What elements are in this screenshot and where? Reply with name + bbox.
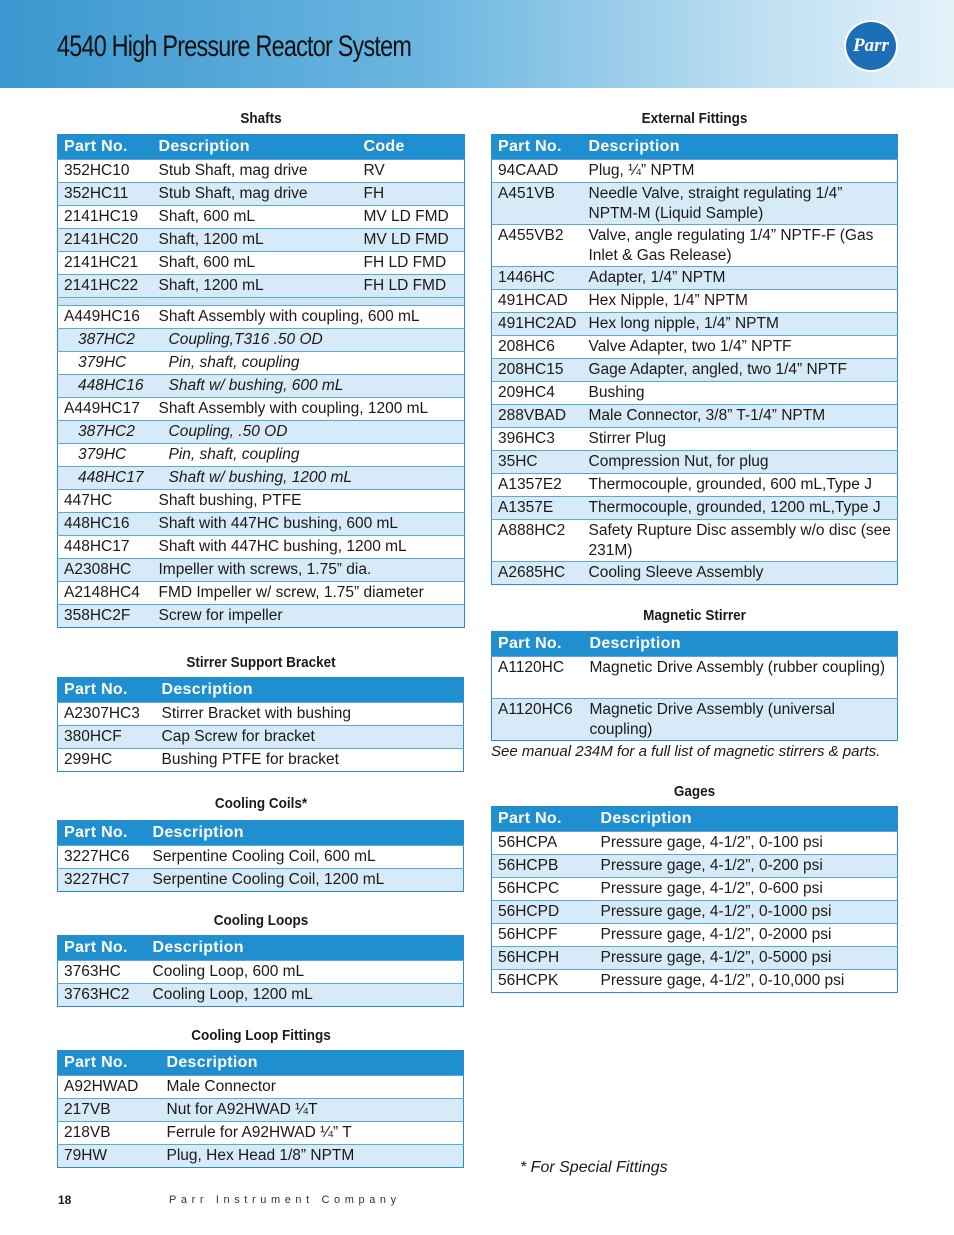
col-part-no: Part No.	[492, 807, 595, 832]
table-row	[58, 605, 465, 628]
description-cell: Gage Adapter, angled, two 1/4” NPTF	[583, 359, 898, 382]
description-cell: Magnetic Drive Assembly (universal coupling)	[584, 699, 898, 741]
part-number-cell: 3763HC2	[58, 984, 147, 1007]
table-row	[58, 1099, 464, 1122]
cooling-loops-title: Cooling Loops	[213, 912, 309, 929]
description-cell: Shaft, 600 mL	[153, 252, 358, 275]
description-cell: Bushing	[583, 382, 898, 405]
part-number-cell: 448HC17	[58, 467, 153, 490]
table-row	[58, 582, 465, 605]
table-row	[492, 497, 898, 520]
company-name: Parr Instrument Company	[169, 1194, 401, 1206]
description-cell: Shaft Assembly with coupling, 600 mL	[153, 306, 465, 329]
code-cell: RV	[358, 160, 465, 183]
part-number-cell: A451VB	[492, 183, 583, 225]
part-number-cell: 79HW	[58, 1145, 161, 1168]
external-fittings-title: External Fittings	[641, 110, 748, 127]
part-number-cell: A92HWAD	[58, 1076, 161, 1099]
table-row	[492, 451, 898, 474]
external-fittings-table	[491, 134, 898, 585]
table-row	[58, 306, 465, 329]
code-cell: FH LD FMD	[358, 275, 465, 298]
part-number-cell: 35HC	[492, 451, 583, 474]
part-number-cell: A1120HC6	[492, 699, 584, 741]
table-row	[58, 703, 464, 726]
description-cell: Screw for impeller	[153, 605, 465, 628]
part-number-cell: A888HC2	[492, 520, 583, 562]
table-row	[492, 160, 898, 183]
page-title: 4540 High Pressure Reactor System	[57, 30, 412, 63]
description-cell: Shaft w/ bushing, 600 mL	[153, 375, 465, 398]
description-cell: Compression Nut, for plug	[583, 451, 898, 474]
table-row	[58, 444, 465, 467]
part-number-cell: 56HCPK	[492, 970, 595, 993]
part-number-cell: 2141HC19	[58, 206, 153, 229]
description-cell: Thermocouple, grounded, 600 mL,Type J	[583, 474, 898, 497]
table-row	[492, 359, 898, 382]
description-cell: Plug, ¼” NPTM	[583, 160, 898, 183]
description-cell: Pressure gage, 4-1/2”, 0-600 psi	[595, 878, 898, 901]
table-row	[58, 536, 465, 559]
part-number-cell: 448HC17	[58, 536, 153, 559]
part-number-cell: 2141HC20	[58, 229, 153, 252]
table-row	[58, 749, 464, 772]
part-number-cell: 491HCAD	[492, 290, 583, 313]
table-row	[58, 1122, 464, 1145]
part-number-cell: 447HC	[58, 490, 153, 513]
description-cell: Shaft bushing, PTFE	[153, 490, 465, 513]
description-cell: Cap Screw for bracket	[156, 726, 464, 749]
description-cell: Magnetic Drive Assembly (rubber coupling)	[584, 657, 898, 699]
table-row	[492, 855, 898, 878]
part-number-cell: 396HC3	[492, 428, 583, 451]
cooling-loops-table	[57, 935, 464, 1007]
table-row	[492, 428, 898, 451]
part-number-cell: 448HC16	[58, 513, 153, 536]
cooling-coils-title: Cooling Coils*	[214, 795, 308, 812]
table-row	[492, 699, 898, 741]
page-header	[0, 0, 954, 88]
special-fittings-note: * For Special Fittings	[520, 1159, 668, 1176]
part-number-cell: A449HC17	[58, 398, 153, 421]
col-description: Description	[147, 821, 464, 846]
magnetic-stirrer-note: See manual 234M for a full list of magnetic stirrers & parts.	[491, 743, 881, 760]
description-cell: Pressure gage, 4-1/2”, 0-1000 psi	[595, 901, 898, 924]
description-cell: Thermocouple, grounded, 1200 mL,Type J	[583, 497, 898, 520]
col-description: Description	[595, 807, 898, 832]
description-cell: Stub Shaft, mag drive	[153, 160, 358, 183]
table-row	[492, 970, 898, 993]
part-number-cell: 491HC2AD	[492, 313, 583, 336]
table-row	[58, 467, 465, 490]
part-number-cell: 288VBAD	[492, 405, 583, 428]
table-row	[492, 290, 898, 313]
description-cell: Male Connector	[161, 1076, 464, 1099]
description-cell: Impeller with screws, 1.75” dia.	[153, 559, 465, 582]
part-number-cell: 218VB	[58, 1122, 161, 1145]
code-cell: MV LD FMD	[358, 206, 465, 229]
part-number-cell: 3763HC	[58, 961, 147, 984]
part-number-cell: 379HC	[58, 352, 153, 375]
table-row	[58, 513, 465, 536]
table-row	[492, 474, 898, 497]
table-row	[492, 405, 898, 428]
table-row	[492, 183, 898, 225]
description-cell: Stub Shaft, mag drive	[153, 183, 358, 206]
part-number-cell: 56HCPA	[492, 832, 595, 855]
description-cell: Shaft, 1200 mL	[153, 275, 358, 298]
part-number-cell: 3227HC7	[58, 869, 147, 892]
description-cell: Safety Rupture Disc assembly w/o disc (see 231M)	[583, 520, 898, 562]
table-row	[58, 375, 465, 398]
description-cell: Bushing PTFE for bracket	[156, 749, 464, 772]
col-part-no: Part No.	[58, 678, 156, 703]
table-row	[58, 559, 465, 582]
description-cell: Nut for A92HWAD ¼T	[161, 1099, 464, 1122]
cooling-coils-table	[57, 820, 464, 892]
cooling-loop-fittings-table	[57, 1050, 464, 1168]
part-number-cell: 94CAAD	[492, 160, 583, 183]
part-number-cell: A2685HC	[492, 562, 583, 585]
description-cell: Shaft, 600 mL	[153, 206, 358, 229]
description-cell: Shaft Assembly with coupling, 1200 mL	[153, 398, 465, 421]
part-number-cell: A449HC16	[58, 306, 153, 329]
table-row	[58, 252, 465, 275]
table-row	[492, 832, 898, 855]
part-number-cell: 379HC	[58, 444, 153, 467]
table-row	[58, 352, 465, 375]
part-number-cell: 358HC2F	[58, 605, 153, 628]
table-row	[58, 726, 464, 749]
table-row	[58, 421, 465, 444]
description-cell: Stirrer Bracket with bushing	[156, 703, 464, 726]
part-number-cell: 2141HC22	[58, 275, 153, 298]
description-cell: Hex long nipple, 1/4” NPTM	[583, 313, 898, 336]
table-row	[492, 878, 898, 901]
part-number-cell: 56HCPF	[492, 924, 595, 947]
part-number-cell: A1357E2	[492, 474, 583, 497]
description-cell: Male Connector, 3/8” T-1/4” NPTM	[583, 405, 898, 428]
magnetic-stirrer-title: Magnetic Stirrer	[643, 607, 746, 624]
table-row	[58, 206, 465, 229]
code-cell: FH	[358, 183, 465, 206]
description-cell: Needle Valve, straight regulating 1/4” NPTM-M (Liquid Sample)	[583, 183, 898, 225]
shafts-table	[57, 134, 465, 628]
row-divider	[58, 298, 465, 306]
part-number-cell: 299HC	[58, 749, 156, 772]
part-number-cell: 217VB	[58, 1099, 161, 1122]
description-cell: Plug, Hex Head 1/8” NPTM	[161, 1145, 464, 1168]
col-description: Description	[156, 678, 464, 703]
table-row	[492, 657, 898, 699]
table-row	[492, 520, 898, 562]
description-cell: Stirrer Plug	[583, 428, 898, 451]
col-part-no: Part No.	[492, 135, 583, 160]
description-cell: Cooling Loop, 600 mL	[147, 961, 464, 984]
stirrer-bracket-table	[57, 677, 464, 772]
col-code: Code	[358, 135, 465, 160]
description-cell: Shaft, 1200 mL	[153, 229, 358, 252]
description-cell: Coupling,T316 .50 OD	[153, 329, 465, 352]
col-description: Description	[161, 1051, 464, 1076]
description-cell: Ferrule for A92HWAD ¼” T	[161, 1122, 464, 1145]
part-number-cell: A2307HC3	[58, 703, 156, 726]
description-cell: Cooling Sleeve Assembly	[583, 562, 898, 585]
table-row	[58, 183, 465, 206]
part-number-cell: 352HC10	[58, 160, 153, 183]
description-cell: Valve, angle regulating 1/4” NPTF-F (Gas Inlet & Gas Release)	[583, 225, 898, 267]
col-description: Description	[147, 936, 464, 961]
part-number-cell: A455VB2	[492, 225, 583, 267]
description-cell: Pin, shaft, coupling	[153, 444, 465, 467]
description-cell: Shaft with 447HC bushing, 1200 mL	[153, 536, 465, 559]
col-part-no: Part No.	[58, 135, 153, 160]
table-row	[58, 160, 465, 183]
description-cell: FMD Impeller w/ screw, 1.75” diameter	[153, 582, 465, 605]
description-cell: Adapter, 1/4” NPTM	[583, 267, 898, 290]
table-row	[58, 1076, 464, 1099]
part-number-cell: 56HCPB	[492, 855, 595, 878]
description-cell: Valve Adapter, two 1/4” NPTF	[583, 336, 898, 359]
cooling-loop-fittings-title: Cooling Loop Fittings	[191, 1027, 331, 1044]
part-number-cell: A1357E	[492, 497, 583, 520]
shafts-title: Shafts	[240, 110, 282, 127]
table-row	[492, 947, 898, 970]
part-number-cell: 56HCPD	[492, 901, 595, 924]
part-number-cell: 3227HC6	[58, 846, 147, 869]
description-cell: Pin, shaft, coupling	[153, 352, 465, 375]
table-row	[492, 924, 898, 947]
table-row	[58, 490, 465, 513]
parr-logo: Parr	[844, 20, 898, 72]
col-part-no: Part No.	[492, 632, 584, 657]
table-row	[492, 225, 898, 267]
part-number-cell: 2141HC21	[58, 252, 153, 275]
description-cell: Pressure gage, 4-1/2”, 0-2000 psi	[595, 924, 898, 947]
table-row	[492, 313, 898, 336]
table-row	[58, 398, 465, 421]
stirrer-bracket-title: Stirrer Support Bracket	[186, 654, 336, 671]
table-row	[58, 846, 464, 869]
part-number-cell: A2308HC	[58, 559, 153, 582]
description-cell: Coupling, .50 OD	[153, 421, 465, 444]
table-row	[58, 961, 464, 984]
col-part-no: Part No.	[58, 821, 147, 846]
part-number-cell: 352HC11	[58, 183, 153, 206]
part-number-cell: 448HC16	[58, 375, 153, 398]
part-number-cell: 387HC2	[58, 329, 153, 352]
gages-title: Gages	[673, 783, 716, 800]
part-number-cell: 1446HC	[492, 267, 583, 290]
magnetic-stirrer-table	[491, 631, 898, 741]
description-cell: Shaft with 447HC bushing, 600 mL	[153, 513, 465, 536]
part-number-cell: 56HCPC	[492, 878, 595, 901]
col-description: Description	[584, 632, 898, 657]
table-row	[492, 562, 898, 585]
description-cell: Pressure gage, 4-1/2”, 0-200 psi	[595, 855, 898, 878]
part-number-cell: 387HC2	[58, 421, 153, 444]
table-row	[492, 901, 898, 924]
table-row	[58, 229, 465, 252]
gages-table	[491, 806, 898, 993]
table-row	[58, 869, 464, 892]
part-number-cell: 56HCPH	[492, 947, 595, 970]
description-cell: Shaft w/ bushing, 1200 mL	[153, 467, 465, 490]
code-cell: FH LD FMD	[358, 252, 465, 275]
description-cell: Pressure gage, 4-1/2”, 0-100 psi	[595, 832, 898, 855]
col-description: Description	[153, 135, 358, 160]
code-cell: MV LD FMD	[358, 229, 465, 252]
table-row	[492, 336, 898, 359]
description-cell: Pressure gage, 4-1/2”, 0-5000 psi	[595, 947, 898, 970]
description-cell: Cooling Loop, 1200 mL	[147, 984, 464, 1007]
part-number-cell: 209HC4	[492, 382, 583, 405]
description-cell: Pressure gage, 4-1/2”, 0-10,000 psi	[595, 970, 898, 993]
table-row	[58, 984, 464, 1007]
part-number-cell: 208HC6	[492, 336, 583, 359]
part-number-cell: A1120HC	[492, 657, 584, 699]
table-row	[58, 1145, 464, 1168]
col-part-no: Part No.	[58, 936, 147, 961]
page-number: 18	[58, 1193, 72, 1207]
description-cell: Hex Nipple, 1/4” NPTM	[583, 290, 898, 313]
part-number-cell: 380HCF	[58, 726, 156, 749]
table-row	[492, 267, 898, 290]
table-row	[58, 275, 465, 298]
part-number-cell: A2148HC4	[58, 582, 153, 605]
col-part-no: Part No.	[58, 1051, 161, 1076]
table-row	[58, 329, 465, 352]
description-cell: Serpentine Cooling Coil, 1200 mL	[147, 869, 464, 892]
table-row	[492, 382, 898, 405]
col-description: Description	[583, 135, 898, 160]
description-cell: Serpentine Cooling Coil, 600 mL	[147, 846, 464, 869]
part-number-cell: 208HC15	[492, 359, 583, 382]
